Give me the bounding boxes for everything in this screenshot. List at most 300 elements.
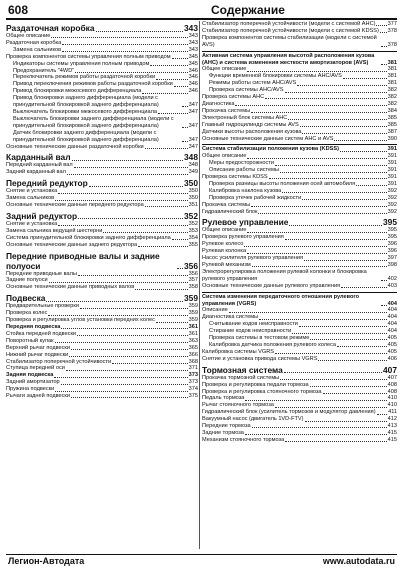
toc-entry-title: Проверка и регулировка углов установки передних колес xyxy=(6,317,155,324)
dot-leader xyxy=(310,339,386,340)
dot-leader xyxy=(381,64,387,65)
dot-leader xyxy=(174,86,188,87)
toc-page-number: 345 xyxy=(188,60,198,67)
toc-page-number: 381 xyxy=(387,66,397,73)
toc-page-number: 343 xyxy=(184,23,198,33)
dot-leader xyxy=(247,232,386,233)
toc-entry-title: Задний редуктор xyxy=(6,210,78,221)
toc-entry-title: Общее описание xyxy=(202,66,247,73)
toc-entry xyxy=(202,423,397,430)
toc-entry xyxy=(202,80,397,87)
toc-entry-title: Гидравлический блок xyxy=(202,208,258,215)
dot-leader xyxy=(310,386,387,387)
toc-page-number: 378 xyxy=(387,41,397,48)
toc-entry xyxy=(202,328,397,335)
toc-page-number: 398 xyxy=(387,262,397,268)
toc-entry xyxy=(202,21,397,28)
toc-entry xyxy=(6,271,198,278)
publisher-name: Легион-Автодата xyxy=(8,556,85,566)
dot-leader xyxy=(343,78,387,79)
toc-entry-title: Проверка компонентов системы управления полным приводом xyxy=(6,53,171,60)
toc-entry-title: Прокачка системы xyxy=(202,201,251,208)
toc-section-entry xyxy=(202,217,397,227)
toc-entry-title: Задние полуоси xyxy=(6,277,48,284)
toc-section-entry xyxy=(6,178,198,188)
dot-leader xyxy=(300,126,387,127)
dot-leader xyxy=(67,174,188,175)
toc-page-number: 358 xyxy=(188,284,198,291)
dot-leader xyxy=(377,414,388,415)
toc-page-number: 395 xyxy=(387,234,397,241)
dot-leader xyxy=(150,65,187,66)
toc-page-number: 397 xyxy=(387,255,397,262)
toc-page-number: 350 xyxy=(188,188,198,195)
toc-entry-title: Задняя подвеска xyxy=(6,372,54,379)
dot-leader xyxy=(77,335,188,336)
toc-page-number: 410 xyxy=(387,402,397,409)
toc-entry xyxy=(202,234,397,241)
toc-page-number: 410 xyxy=(387,395,397,402)
toc-page-number: 348 xyxy=(184,152,198,163)
toc-page-number: 404 xyxy=(387,307,397,314)
toc-page-number: 356 xyxy=(184,260,198,271)
dot-leader xyxy=(89,186,183,187)
toc-entry-title: Гидравлический блок (усилитель тормозов и модулятор давления) xyxy=(202,409,376,416)
toc-entry-title: Проверка утечек рабочей жидкости xyxy=(209,194,302,201)
toc-entry xyxy=(6,40,198,47)
toc-entry xyxy=(202,349,397,356)
toc-page-number: 357 xyxy=(188,277,198,284)
toc-page-number: 346 xyxy=(188,67,198,74)
dot-leader xyxy=(71,397,188,398)
dot-leader xyxy=(55,342,188,343)
toc-entry-title: Предохранитель "4WD" xyxy=(13,67,75,74)
toc-entry xyxy=(202,174,397,181)
toc-entry-title: Передний карданный вал xyxy=(6,162,73,169)
dot-leader xyxy=(381,46,387,47)
toc-entry-title: Рычаг стояночного тормоза xyxy=(202,402,274,409)
dot-leader xyxy=(69,356,187,357)
toc-page-number: 392 xyxy=(387,187,397,194)
toc-entry-title: Поворотный кулак xyxy=(6,337,54,344)
toc-entry-title: Карданный вал xyxy=(6,152,71,163)
dot-leader xyxy=(252,266,387,267)
page-number: 608 xyxy=(8,3,29,17)
toc-page-number: 381 xyxy=(387,59,397,66)
toc-page-number: 348 xyxy=(188,162,198,169)
toc-entry-title: Передняя подвеска xyxy=(6,324,61,330)
dot-leader xyxy=(51,37,187,38)
toc-entry-title: Стабилизатор поперечной устойчивости (модели с системой KDSS) xyxy=(202,27,379,34)
toc-page-number: 405 xyxy=(387,341,397,348)
toc-entry xyxy=(202,73,397,80)
toc-entry-title: Считывание кодов неисправности xyxy=(209,321,298,328)
dot-leader xyxy=(285,441,386,442)
dot-leader xyxy=(251,206,387,207)
toc-entry xyxy=(202,321,397,328)
dot-leader xyxy=(252,427,387,428)
dot-leader xyxy=(318,360,386,361)
dot-leader xyxy=(58,225,187,226)
toc-page-number: 404 xyxy=(387,321,397,328)
dot-leader xyxy=(74,167,188,168)
toc-entry-title: Педаль тормоза xyxy=(202,395,245,402)
dot-leader xyxy=(282,192,386,193)
toc-page-number: 395 xyxy=(383,217,397,228)
toc-entry xyxy=(6,144,198,151)
toc-page-number: 404 xyxy=(387,328,397,335)
dot-leader xyxy=(292,333,386,334)
toc-entry xyxy=(6,116,198,130)
toc-entry xyxy=(6,169,198,176)
dot-leader xyxy=(49,282,188,283)
toc-entry-title: Основные технические данные раздаточной коробки xyxy=(6,143,144,150)
toc-entry-title: Рулевое управление xyxy=(202,217,289,228)
toc-entry-title: Описание работы системы xyxy=(209,167,280,174)
toc-entry-title: Проверка системы KDSS xyxy=(202,174,268,181)
toc-entry-title: Механизм стояночного тормоза xyxy=(202,436,285,443)
toc-page-number: 346 xyxy=(188,81,198,88)
toc-entry-title: Передние тормоза xyxy=(202,423,251,430)
dot-leader xyxy=(80,308,188,309)
toc-page-number: 404 xyxy=(387,314,397,321)
toc-entry-title: Рулевое колесо xyxy=(202,241,244,248)
dot-leader xyxy=(259,319,386,320)
toc-entry-title: Система принудительной блокировки заднего дифференциала xyxy=(6,234,171,241)
toc-entry-title: Основные технические данные приводных валов xyxy=(6,284,135,291)
toc-entry xyxy=(6,228,198,235)
toc-entry xyxy=(202,269,397,283)
toc-entry-title: Привод переключения режимов работы раздаточной коробки xyxy=(13,81,173,88)
toc-entry-title: Передние приводные валы xyxy=(6,270,77,277)
toc-entry-title: Общее описание xyxy=(202,153,247,160)
dot-leader xyxy=(288,119,386,120)
toc-entry xyxy=(6,195,198,202)
dot-leader xyxy=(182,106,188,107)
toc-entry-title: Выключатель блокировки межосевого дифференциала xyxy=(13,108,158,115)
toc-entry-title: Датчик блокировки заднего дифференциала (модели с принудительной блокировкой заднего дифференциала) xyxy=(13,129,159,143)
toc-page-number: 349 xyxy=(188,169,198,176)
toc-entry-title: Задний амортизатор xyxy=(6,379,60,386)
toc-entry xyxy=(6,242,198,249)
dot-leader xyxy=(58,193,187,194)
toc-entry-title: Проверка рулевого управления xyxy=(202,234,284,241)
toc-page-number: 363 xyxy=(188,337,198,344)
toc-entry xyxy=(202,181,397,188)
toc-entry-title: Снятие и установка привода системы VGRS xyxy=(202,355,318,362)
dot-leader xyxy=(381,305,387,306)
toc-entry-title: Стирание кодов неисправности xyxy=(209,328,292,335)
dot-leader xyxy=(334,140,386,141)
toc-section-entry xyxy=(6,293,198,303)
toc-entry-title: Тормозная система xyxy=(202,364,283,375)
toc-entry-title: Проверка разницы высоты положения осей автомобиля xyxy=(209,180,356,187)
toc-entry xyxy=(6,303,198,310)
dot-leader xyxy=(245,400,386,401)
toc-entry-title: Проверка колес xyxy=(6,310,48,317)
toc-entry xyxy=(202,227,397,234)
toc-entry-title: Основные технические данные переднего редуктора xyxy=(6,202,144,209)
toc-entry xyxy=(202,160,397,167)
toc-entry xyxy=(6,379,198,386)
dot-leader xyxy=(72,160,184,161)
toc-page-number: 390 xyxy=(387,135,397,142)
toc-page-number: 391 xyxy=(387,153,397,160)
toc-entry-title: Привод блокировки межосевого дифференциала xyxy=(13,88,142,95)
toc-entry xyxy=(202,35,397,49)
toc-entry xyxy=(202,101,397,108)
toc-entry-title: Диагностика системы xyxy=(202,314,259,321)
toc-entry-title: Замена сальников xyxy=(6,195,55,202)
toc-page-number: 368 xyxy=(188,358,198,365)
dot-leader xyxy=(265,98,386,99)
toc-entry-title: Насос усилителя рулевого управления xyxy=(202,255,303,262)
toc-page-number: 381 xyxy=(387,80,397,87)
dot-leader xyxy=(269,178,387,179)
dot-leader xyxy=(54,377,187,378)
toc-page-number: 343 xyxy=(188,46,198,53)
toc-page-number: 375 xyxy=(188,393,198,400)
toc-page-number: 396 xyxy=(387,248,397,255)
toc-entry-title: Проверка системы AHC xyxy=(202,94,265,101)
toc-page-number: 391 xyxy=(387,146,397,153)
toc-entry xyxy=(202,307,397,314)
toc-entry xyxy=(6,317,198,324)
toc-entry xyxy=(202,375,397,382)
dot-leader xyxy=(62,44,187,45)
toc-page-number: 351 xyxy=(188,202,198,209)
toc-page-number: 355 xyxy=(188,241,198,248)
dot-leader xyxy=(71,349,188,350)
toc-entry-title: Передние приводные валы и задние полуоси xyxy=(6,250,163,271)
toc-subsection-entry xyxy=(202,51,397,67)
toc-entry xyxy=(202,202,397,209)
toc-entry-title: Общее описание xyxy=(202,227,247,234)
dot-leader xyxy=(289,225,382,226)
dot-leader xyxy=(247,71,386,72)
toc-entry xyxy=(6,277,198,284)
toc-entry xyxy=(202,356,397,363)
toc-entry xyxy=(202,188,397,195)
toc-entry xyxy=(202,395,397,402)
dot-leader xyxy=(304,260,387,261)
toc-page-number: 384 xyxy=(387,107,397,114)
dot-leader xyxy=(285,239,387,240)
dot-leader xyxy=(135,289,187,290)
toc-page-number: 373 xyxy=(188,379,198,386)
dot-leader xyxy=(337,346,387,347)
toc-page-number: 346 xyxy=(188,88,198,95)
toc-entry-title: Проверка системы AHC/AVS xyxy=(209,87,284,94)
toc-section-entry xyxy=(6,152,198,162)
toc-page-number: 373 xyxy=(188,372,198,379)
toc-entry xyxy=(202,195,397,202)
dot-leader xyxy=(158,113,188,114)
toc-entry-title: Датчики высоты расположения кузова xyxy=(202,128,302,135)
toc-entry xyxy=(202,115,397,122)
toc-entry xyxy=(202,416,397,423)
toc-page-number: 415 xyxy=(387,436,397,443)
toc-entry-title: Калибровка системы VGRS xyxy=(202,348,274,355)
toc-page-number: 412 xyxy=(387,416,397,423)
toc-page-number: 377 xyxy=(387,21,397,27)
toc-page-number: 343 xyxy=(188,33,198,39)
toc-entry-title: Снятие и установка xyxy=(6,220,58,227)
toc-entry xyxy=(202,437,397,444)
toc-entry-title: Проверка и регулировка стояночного тормоза xyxy=(202,388,322,395)
toc-entry-title: Калибровка наклона кузова xyxy=(209,187,282,194)
toc-page-number: 352 xyxy=(184,210,198,221)
toc-entry-title: Пружина подвески xyxy=(6,386,55,393)
dot-leader xyxy=(142,93,187,94)
toc-section-entry xyxy=(202,365,397,375)
toc-entry-title: Основные технические данные рулевого управления xyxy=(202,282,341,289)
toc-entry-title: Основные технические данные заднего редуктора xyxy=(6,241,138,248)
dot-leader xyxy=(55,200,188,201)
toc-section-entry xyxy=(6,251,198,271)
dot-leader xyxy=(145,148,188,149)
toc-page-number: 387 xyxy=(387,128,397,135)
toc-entry-title: Калибровка датчика положения рулевого колеса xyxy=(209,341,337,348)
toc-entry-title: Меры предосторожности xyxy=(209,160,275,167)
toc-entry xyxy=(202,209,397,216)
toc-entry xyxy=(6,54,198,61)
toc-entry-title: Задние тормоза xyxy=(202,429,244,436)
dot-leader xyxy=(156,79,188,80)
toc-page-number: 408 xyxy=(387,381,397,388)
page-header xyxy=(6,2,397,20)
toc-entry xyxy=(6,47,198,54)
toc-entry xyxy=(6,331,198,338)
toc-subsection-entry xyxy=(6,324,198,331)
dot-leader xyxy=(138,246,188,247)
dot-leader xyxy=(258,213,386,214)
toc-page-number: 407 xyxy=(387,374,397,381)
dot-leader xyxy=(275,353,387,354)
toc-page-number: 396 xyxy=(387,241,397,248)
toc-entry-title: Снятие и установка xyxy=(6,188,58,195)
toc-page-number: 374 xyxy=(188,386,198,393)
dot-leader xyxy=(61,328,187,329)
toc-page-number: 392 xyxy=(387,201,397,208)
toc-entry-title: Общее описание xyxy=(6,33,51,39)
toc-entry xyxy=(202,248,397,255)
toc-entry xyxy=(202,382,397,389)
dot-leader xyxy=(244,246,386,247)
toc-entry-title: Прокачка системы xyxy=(202,107,251,114)
toc-entry xyxy=(202,136,397,143)
dot-leader xyxy=(380,32,387,33)
toc-entry-title: Раздаточная коробка xyxy=(6,39,62,46)
toc-page-number: 406 xyxy=(387,355,397,362)
dot-leader xyxy=(381,280,387,281)
toc-entry-title: Стойка передней подвески xyxy=(6,330,77,337)
toc-entry xyxy=(6,310,198,317)
dot-leader xyxy=(48,315,187,316)
toc-entry xyxy=(6,61,198,68)
toc-page-number: 408 xyxy=(387,388,397,395)
toc-page-number: 404 xyxy=(387,300,397,307)
dot-leader xyxy=(285,92,387,93)
toc-entry-title: Выключатель блокировки заднего дифференциала (модели с принудительной блокировкой заднего дифференциала) xyxy=(13,115,176,129)
toc-entry-title: Проверка системы в тестовом режиме xyxy=(209,335,310,342)
toc-page-number: 403 xyxy=(387,282,397,289)
toc-entry xyxy=(6,33,198,40)
toc-entry xyxy=(6,88,198,95)
toc-entry xyxy=(6,202,198,209)
toc-entry-title: Раздаточная коробка xyxy=(6,23,95,33)
toc-page-number: 347 xyxy=(188,102,198,109)
toc-entry-title: Верхний рычаг подвески xyxy=(6,344,71,351)
dot-leader xyxy=(297,85,386,86)
toc-page-number: 405 xyxy=(387,335,397,342)
toc-page-number: 350 xyxy=(188,195,198,202)
toc-entry xyxy=(6,235,198,242)
dot-leader xyxy=(112,363,188,364)
dot-leader xyxy=(356,185,386,186)
toc-entry xyxy=(202,335,397,342)
toc-page-number: 347 xyxy=(188,108,198,115)
toc-page-number: 371 xyxy=(188,365,198,372)
toc-page-number: 392 xyxy=(387,194,397,201)
toc-page-number: 382 xyxy=(387,100,397,107)
toc-entry xyxy=(6,393,198,400)
publisher-website: www.autodata.ru xyxy=(322,556,395,566)
dot-leader xyxy=(78,218,183,219)
dot-leader xyxy=(302,199,386,200)
dot-leader xyxy=(172,239,188,240)
dot-leader xyxy=(75,72,187,73)
toc-entry xyxy=(202,389,397,396)
dot-leader xyxy=(247,158,386,159)
toc-page-number: 361 xyxy=(188,324,198,330)
toc-entry-title: Ступица передней оси xyxy=(6,365,65,372)
toc-page-number: 413 xyxy=(387,423,397,430)
toc-subsection-entry xyxy=(202,292,397,308)
dot-leader xyxy=(103,232,187,233)
toc-entry-title: Функции временной блокировки системы AHC/AVS xyxy=(209,73,342,80)
dot-leader xyxy=(299,326,387,327)
dot-leader xyxy=(275,407,387,408)
toc-page-number: 350 xyxy=(184,178,198,189)
dot-leader xyxy=(280,172,387,173)
toc-entry-title: Индикаторы системы управления полным приводом xyxy=(13,60,150,67)
toc-entry xyxy=(6,284,198,291)
toc-page-number: 353 xyxy=(188,227,198,234)
dot-leader xyxy=(182,127,188,128)
toc-page-number: 366 xyxy=(188,351,198,358)
toc-entry xyxy=(202,241,397,248)
toc-page-number: 405 xyxy=(387,348,397,355)
toc-entry xyxy=(6,130,198,144)
toc-page-number: 347 xyxy=(188,136,198,143)
toc-entry xyxy=(202,262,397,269)
toc-entry-title: Нижний рычаг подвески xyxy=(6,351,69,358)
toc-entry xyxy=(202,342,397,349)
toc-subsection-entry xyxy=(202,144,397,153)
toc-page-number: 415 xyxy=(387,429,397,436)
toc-page-number: 354 xyxy=(188,234,198,241)
toc-right-column xyxy=(202,21,397,551)
toc-page-number: 391 xyxy=(387,180,397,187)
toc-entry xyxy=(202,28,397,35)
toc-entry-title: Система изменения передаточного отношения рулевого управления (VGRS) xyxy=(202,293,361,307)
dot-leader xyxy=(46,301,183,302)
toc-page-number: 395 xyxy=(387,227,397,234)
toc-entry-title: Рычаги задней подвески xyxy=(6,393,70,400)
page-footer xyxy=(6,554,397,568)
toc-entry-title: Привод блокировки заднего дифференциала (модели с принудительной блокировкой заднего дифференциала) xyxy=(13,95,160,109)
